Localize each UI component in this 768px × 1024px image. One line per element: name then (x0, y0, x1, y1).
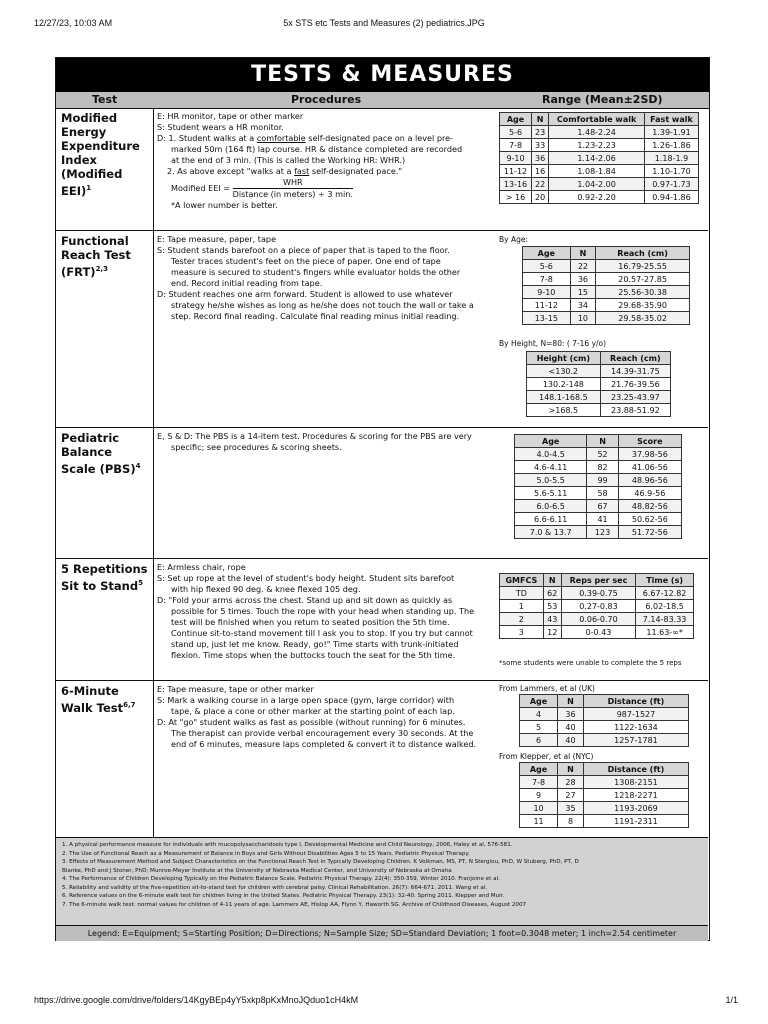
print-datetime: 12/27/23, 10:03 AM (34, 18, 113, 28)
mwt-nyc-table: Age N Distance (ft) 7-8 28 1308-2151 9 27 1218-2271 10 35 1193-2069 11 8 1191-2311 (519, 762, 689, 828)
col-test: Test (92, 93, 118, 106)
eei-name: Modified Energy Expenditure Index (Modified EEI)$^1$ (61, 111, 140, 198)
reference-item: 7. The 6-minute walk test: normal values for children of 4-11 years of age. Lammers AE, Hislop AA, Flynn Y, Haworth SG. Archive of Childhood Diseases, August 2007 (62, 901, 527, 908)
reference-item: Blanke, PhD and J Stoner, PhD; Munroe-Meyer Institute at the University of Nebraska Medical Center, and University of Nebraska at Omaha (62, 867, 452, 874)
reference-item: 4. The Performance of Children Developing Typically on the Pediatric Balance Scale. Pediatric Physical Therapy. 22(4): 350-359, Winter 2010. Franjoine et al. (62, 876, 500, 882)
column-header-row (56, 92, 709, 109)
reference-item: 5. Reliability and validity of the five-repetition sit-to-stand test for children with cerebral palsy. Clinical Rehabilitation. 26(7): 664-671. 2011. Wang et al. (62, 884, 488, 891)
frt-age-table: Age N Reach (cm) 5-6 22 16.79-25.55 7-8 36 20.57-27.85 9-10 15 25.56-30.38 11-12 34 29.68-35.90 13-15 10 29.58-35.02 (522, 246, 690, 325)
frt-caption-height: By Height, N=80: ( 7-16 y/o) (499, 339, 607, 348)
eei-table: Age N Comfortable walk Fast walk 5-6 23 1.48-2.24 1.39-1.91 7-8 33 1.23-2.23 1.26-1.86 9-10 36 1.14-2.06 1.18-1.9 11-12 16 1.08-1.84 1.10-1.70 13-16 22 1.04-2.00 0.97-1.73 > 16 20 0.92-2.20 0.94-1.86 (499, 112, 699, 204)
print-url: https://drive.google.com/drive/folders/14KgyBEp4yY5xkp8pKxMnoJQduo1cH4kM (34, 995, 359, 1005)
print-page-number: 1/1 (725, 995, 738, 1005)
frt-height-table: Height (cm) Reach (cm) <130.2 14.39-31.75 130.2-148 21.76-39.56 148.1-168.5 23.25-43.97 >168.5 23.88-51.92 (526, 351, 671, 417)
tests-measures-sheet (55, 57, 710, 941)
frt-caption-age: By Age: (499, 235, 529, 244)
frt-procedures: E: Tape measure, paper, tape S: Student stands barefoot on a piece of paper that is taped to the floor. Tester traces student's feet on the piece of paper. One end of tape measure is secured to student's fingers while evaluator holds the other end. Record initial reading from tape. D: Student reaches one arm forward. Student is allowed to use whatever strategy he/she wishes as long as he/she does not touch the wall or take a step. Record final reading. Calculate final reading minus initial reading. (157, 234, 474, 321)
legend: Legend: E=Equipment; S=Starting Position; D=Directions; N=Sample Size; SD=Standard Deviation; 1 foot=0.3048 meter; 1 inch=2.54 centimeter (56, 925, 708, 941)
sts-note: *some students were unable to complete the 5 reps (499, 659, 682, 667)
pbs-table: Age N Score 4.0-4.5 52 37.98-56 4.6-4.11 82 41.06-56 5.0-5.5 99 48.96-56 5.6-5.11 58 46.9-56 6.0-6.5 67 48.82-56 6.6-6.11 41 50.62-56 7.0 & 13.7 123 51.72-56 (514, 434, 682, 539)
sts-procedures: E: Armless chair, rope S: Set up rope at the level of student's body height. Student sits barefoot with hip flexed 90 deg. & knee flexed 105 deg. D: "Fold your arms across the chest. Stand up and sit down as quickly as possible for 5 times. Touch the rope with your head when standing up. The test will be finished when you return to seated position the 5th time. Continue sit-to-stand movement till I ask you to stop. If you try but cannot stand up, just let me know. Ready, go!" Time starts with trunk-initiated flexion. Time stops when the buttocks touch the seat for the 5th time. (157, 562, 475, 660)
sts-name: 5 Repetitions Sit to Stand$^5$ (61, 562, 148, 593)
mwt-caption-uk: From Lammers, et al (UK) (499, 684, 595, 693)
section-eei (56, 108, 708, 230)
mwt-name: 6-Minute Walk Test$^{6,7}$ (61, 684, 136, 715)
eei-procedures: E: HR monitor, tape or other marker S: Student wears a HR monitor. D: 1. Student walks at a comfortable self-designated pace on a level pre- marked 50m (164 ft) lap course. HR & distance completed are recorded at the end of 3 min. (This is called the Working HR: WHR.) 2. As above except "walks at a fast self-designated pace." Modified EEI = $\frac{\text{WHR}}{\text{Distance (in meters) ÷ 3 min.}}$ *A lower number is better. (157, 111, 493, 211)
sts-table: GMFCS N Reps per sec Time (s) TD 62 0.39-0.75 6.67-12.82 1 53 0.27-0.83 6.02-18.5 2 43 0.06-0.70 7.14-83.33 3 12 0-0.43 11.63-∞* (499, 573, 694, 639)
mwt-procedures: E: Tape measure, tape or other marker S: Mark a walking course in a large open space (gym, large corridor) with tape, & place a cone or other marker at the starting point of each lap. D: At "go" student walks as fast as possible (without running) for 6 minutes. The therapist can provide verbal encouragement every 30 seconds. At the end of 6 minutes, measure laps completed & convert it to distance walked. (157, 684, 477, 749)
col-procedures: Procedures (291, 93, 362, 106)
section-frt (56, 230, 708, 428)
section-6mwt (56, 680, 708, 838)
col-range: Range (Mean±2SD) (542, 93, 663, 106)
frt-name: Functional Reach Test (FRT)$^{2,3}$ (61, 234, 131, 279)
references (56, 837, 708, 925)
section-sts (56, 558, 708, 681)
reference-item: 6. Reference values on the 6-minute walk test for children living in the United States. Pediatric Physical Therapy. 23(1): 32-40. Spring 2011. Klepper and Muir. (62, 893, 505, 899)
reference-item: 3. Effects of Measurement Method and Subject Characteristics on the Functional Reach Test in Typically Developing Children. K Volkman, MS, PT, N Stergiou, PhD, W Stuberg, PhD, PT, D (62, 859, 579, 865)
mwt-caption-nyc: From Klepper, et al (NYC) (499, 752, 594, 761)
sheet-title: TESTS & MEASURES (56, 58, 709, 92)
pbs-name: Pediatric Balance Scale (PBS)$^4$ (61, 431, 141, 476)
print-filename: 5x STS etc Tests and Measures (2) pediatrics.JPG (283, 18, 485, 28)
pbs-procedures: E, S & D: The PBS is a 14-item test. Procedures & scoring for the PBS are very specific; see procedures & scoring sheets. (157, 431, 472, 452)
reference-item: 1. A physical performance measure for individuals with mucopolysaccharidosis type I, Developmental Medicine and Child Neurology, 2006, Haley et al, 576-581. (62, 842, 513, 848)
section-pbs (56, 427, 708, 559)
reference-item: 2. The Use of Functional Reach as a Measurement of Balance in Boys and Girls Without Disabilities Ages 5 to 15 Years. Pediatric Physical Therapy. (62, 850, 470, 857)
eei-formula: Modified EEI = $\frac{\text{WHR}}{\text{Distance (in meters) ÷ 3 min.}}$ (171, 177, 353, 199)
mwt-uk-table: Age N Distance (ft) 4 36 987-1527 5 40 1122-1634 6 40 1257-1781 (519, 694, 689, 747)
